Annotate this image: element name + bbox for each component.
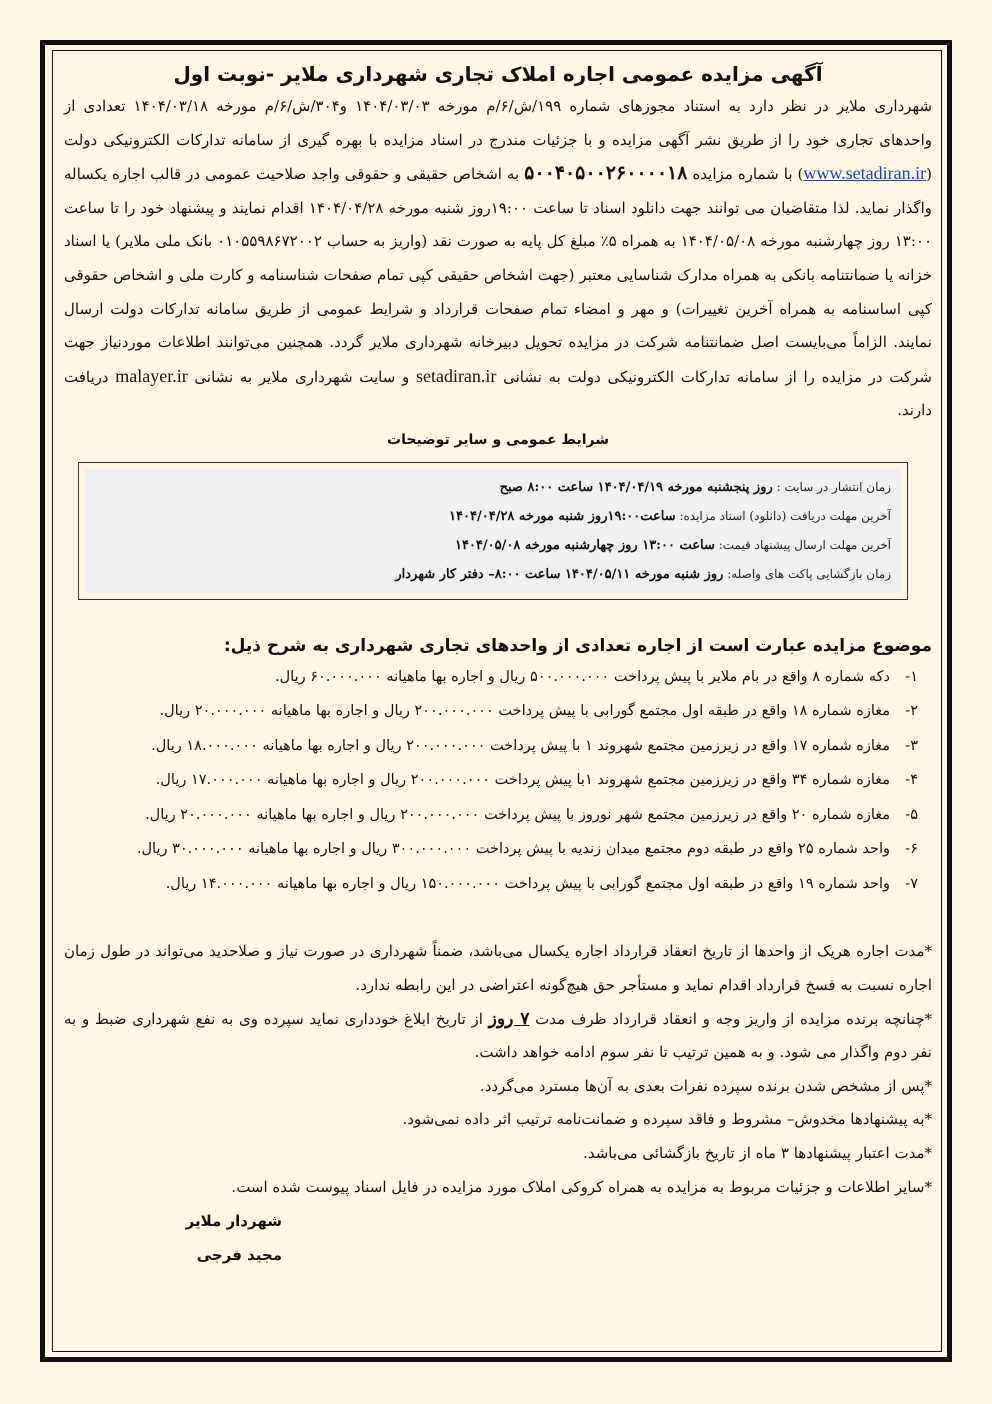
list-item: ۵-مغازه شماره ۲۰ واقع در زیرزمین مجتمع شهر نوروز با پیش پرداخت ۲۰۰.۰۰۰.۰۰۰ ریال و اجاره بها ماهیانه ۲۰.۰۰۰.۰۰۰ ریال. [145, 806, 918, 823]
unit-list [64, 660, 932, 902]
note-winner-deadline: *چنانچه برنده مزایده از واریز وجه و انعقاد قرارداد ظرف مدت ۷ روز از تاریخ ابلاغ خودداری نماید سپرده وی به نفع شهرداری ضبط و به نفر دوم واگذار می شود. و به همین ترتیب تا نفر سوم ادامه خواهد داشت. [64, 1008, 932, 1062]
signature-title: شهردار ملایر [185, 1212, 282, 1231]
auction-topic: موضوع مزایده عبارت است از اجاره تعدادی از واحدهای تجاری شهرداری به شرح ذیل: [223, 635, 932, 656]
intro-text-4: و سایت شهرداری ملایر به نشانی [187, 367, 416, 386]
schedule-row-download-deadline: آخرین مهلت دریافت (دانلود) اسناد مزایده: ساعت۱۹:۰۰روز شنبه مورخه ۱۴۰۴/۰۴/۲۸ [449, 508, 891, 524]
signature-name: مجید فرجی [196, 1246, 282, 1265]
intro-text-5: دریافت دارند. [64, 367, 932, 420]
schedule-inner [85, 469, 901, 593]
schedule-row-publish: زمان انتشار در سایت : روز پنجشنبه مورخه ۱۴۰۴/۰۴/۱۹ ساعت ۸:۰۰ صبح [499, 479, 891, 495]
list-item: ۱-دکه شماره ۸ واقع در بام ملایر با پیش پرداخت ۵۰۰.۰۰۰.۰۰۰ ریال و اجاره بها ماهیانه ۶۰.۰۰۰.۰۰۰ ریال. [275, 668, 918, 685]
list-item: ۳-مغازه شماره ۱۷ واقع در زیرزمین مجتمع شهروند ۱ با پیش پرداخت ۲۰۰.۰۰۰.۰۰۰ ریال و اجاره بها ماهیانه ۱۸.۰۰۰.۰۰۰ ریال. [151, 737, 918, 754]
note-invalid-bids: *به پیشنهادها مخدوش– مشروط و فاقد سپرده و ضمانت‌نامه ترتیب اثر داده نمی‌شود. [402, 1110, 932, 1129]
auction-number: ۵۰۰۴۰۵۰۰۲۶۰۰۰۰۱۸ [524, 162, 688, 185]
note-lease-duration: *مدت اجاره هریک از واحدها از تاریخ انعقاد قرارداد اجاره یکسال می‌باشد، ضمناً شهرداری در صورت نیاز و صلاحدید می‌تواند در طول زمان اجاره نسبت به فسخ قرارداد اقدام نماید و مستأجر حق هیچ‌گونه اعتراضی در این رابطه ندارد. [64, 942, 932, 995]
intro-text-2: ) با شماره مزایده [687, 165, 804, 184]
malayer-site: malayer.ir [115, 365, 188, 386]
list-item: ۲-مغازه شماره ۱۸ واقع در طبقه اول مجتمع گورابی با پیش پرداخت ۲۰۰.۰۰۰.۰۰۰ ریال و اجاره بها ماهیانه ۲۰.۰۰۰.۰۰۰ ریال. [159, 703, 918, 720]
setadiran-link[interactable]: www.setadiran.ir [803, 163, 927, 184]
notes-section [64, 935, 932, 1204]
list-item: ۶-واحد شماره ۲۵ واقع در طبقه دوم مجتمع میدان زندیه با پیش پرداخت ۳۰۰.۰۰۰.۰۰۰ ریال و اجاره بها ماهیانه ۳۰.۰۰۰.۰۰۰ ریال. [136, 841, 918, 858]
intro-paragraph [64, 90, 932, 428]
document-content [64, 62, 932, 1272]
note-other-info: *سایر اطلاعات و جزئیات مربوط به مزایده به همراه کروکی املاک مورد مزایده در فایل اسناد پیوست شده است. [231, 1177, 932, 1196]
list-item: ۷-واحد شماره ۱۹ واقع در طبقه اول مجتمع گورابی با پیش پرداخت ۱۵۰.۰۰۰.۰۰۰ ریال و اجاره بها ماهیانه ۱۴.۰۰۰.۰۰۰ ریال. [165, 875, 918, 892]
document-title: آگهی مزایده عمومی اجاره املاک تجاری شهرداری ملایر -نوبت اول [173, 62, 823, 86]
note-deposit-return: *پس از مشخص شدن برنده سپرده نفرات بعدی به آن‌ها مسترد می‌گردد. [479, 1076, 932, 1095]
schedule-row-opening: زمان بازگشایی پاکت های واصله: روز شنبه مورخه ۱۴۰۴/۰۵/۱۱ ساعت ۸:۰۰– دفتر کار شهردار [395, 566, 891, 582]
intro-text-1: شهرداری ملایر در نظر دارد به استناد مجوزهای شماره ۱۹۹/ش/۶/م مورخه ۱۴۰۴/۰۳/۰۳ و۳۰۴/ش/۶/م مورخه ۱۴۰۴/۰۳/۱۸ تعدادی از واحدهای تجاری خود را از طریق نشر آگهی مزایده و با جزئیات مندرج در اسناد مزایده با بهره گیری از سامانه تدارکات الکترونیکی دولت ( [64, 97, 933, 184]
intro-text-3: به اشخاص حقیقی و حقوقی واجد صلاحیت عمومی در قالب اجاره یکساله واگذار نماید. لذا متقاضیان می توانند جهت دانلود اسناد تا ساعت ۱۹:۰۰روز شنبه مورخه ۱۴۰۴/۰۴/۲۸ اقدام نمایند و پیشنهاد خود را تا ساعت ۱۳:۰۰ روز چهارشنبه مورخه ۱۴۰۴/۰۵/۰۸ به همراه ۵٪ مبلغ کل پایه به صورت نقد (واریز به حساب ۰۱۰۵۵۹۸۶۷۲۰۰۲ بانک ملی ملایر) یا اسناد خزانه یا ضمانتنامه بانکی به همراه مدارک شناسایی معتبر (جهت اشخاص حقیقی کپی تمام صفحات شناسنامه و کارت ملی و اشخاص حقوقی کپی اساسنامه به همراه آخرین تغییرات) و مهر و امضاء تمام صفحات قرارداد و شرایط عمومی از طریق سامانه تدارکات دولت ارسال نمایند. الزاماً می‌بایست اصل ضمانتنامه شرکت در مزایده تحویل دبیرخانه شهرداری ملایر گردد. همچنین می‌توانند اطلاعات موردنیاز جهت شرکت در مزایده را از سامانه تدارکات الکترونیکی دولت به نشانی [64, 165, 933, 386]
schedule-row-bid-deadline: آخرین مهلت ارسال پیشنهاد قیمت: ساعت ۱۳:۰۰ روز چهارشنبه مورخه ۱۴۰۴/۰۵/۰۸ [454, 537, 891, 553]
schedule-box [78, 462, 908, 600]
setadiran-site: setadiran.ir [415, 365, 497, 386]
general-conditions-heading: شرایط عمومی و سایر توضیحات [387, 431, 609, 448]
note-bid-validity: *مدت اعتبار پیشنهادها ۳ ماه از تاریخ بازگشائی می‌باشد. [583, 1144, 932, 1162]
list-item: ۴-مغازه شماره ۳۴ واقع در زیرزمین مجتمع شهروند ۱با پیش پرداخت ۲۰۰.۰۰۰.۰۰۰ ریال و اجاره بها ماهیانه ۱۷.۰۰۰.۰۰۰ ریال. [155, 772, 918, 789]
